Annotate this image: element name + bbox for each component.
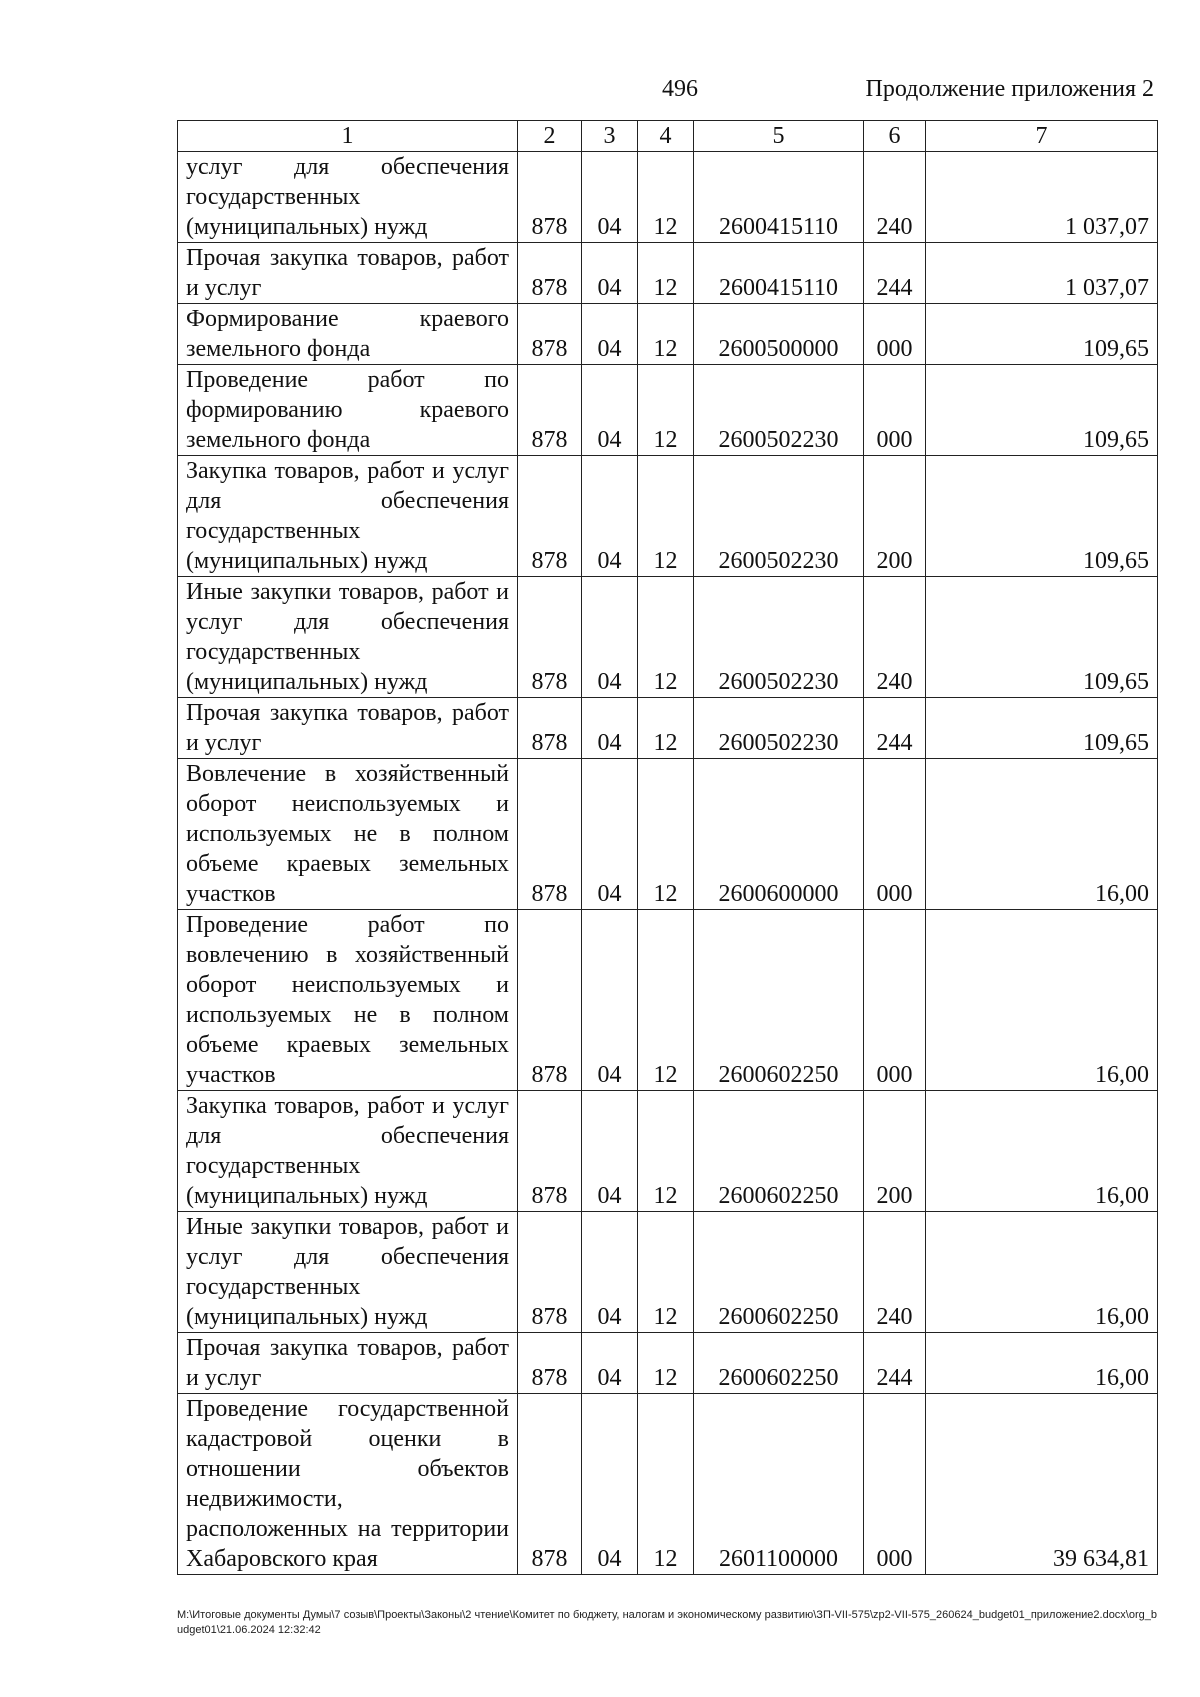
cell-amount: 16,00 <box>926 1212 1158 1333</box>
cell-ministry-code: 878 <box>518 698 582 759</box>
cell-subsection: 12 <box>638 910 694 1091</box>
cell-section: 04 <box>582 456 638 577</box>
column-header: 3 <box>582 121 638 152</box>
table-row <box>178 577 1158 698</box>
cell-ministry-code: 878 <box>518 1212 582 1333</box>
cell-target-article: 2600602250 <box>694 1091 864 1212</box>
continuation-label: Продолжение приложения 2 <box>865 76 1154 102</box>
cell-section: 04 <box>582 304 638 365</box>
cell-expense-type: 240 <box>864 1212 926 1333</box>
cell-ministry-code: 878 <box>518 1091 582 1212</box>
cell-expense-type: 000 <box>864 365 926 456</box>
column-header: 4 <box>638 121 694 152</box>
cell-ministry-code: 878 <box>518 152 582 243</box>
cell-target-article: 2600602250 <box>694 1333 864 1394</box>
cell-expense-type: 244 <box>864 1333 926 1394</box>
cell-amount: 1 037,07 <box>926 152 1158 243</box>
cell-target-article: 2600502230 <box>694 456 864 577</box>
cell-section: 04 <box>582 365 638 456</box>
cell-amount: 16,00 <box>926 759 1158 910</box>
cell-subsection: 12 <box>638 577 694 698</box>
cell-target-article: 2600500000 <box>694 304 864 365</box>
cell-name: Проведение работ по формированию краевого земельного фонда <box>178 365 518 456</box>
cell-expense-type: 000 <box>864 1394 926 1575</box>
cell-amount: 109,65 <box>926 698 1158 759</box>
cell-section: 04 <box>582 1394 638 1575</box>
cell-expense-type: 244 <box>864 243 926 304</box>
cell-amount: 109,65 <box>926 304 1158 365</box>
cell-target-article: 2601100000 <box>694 1394 864 1575</box>
cell-target-article: 2600600000 <box>694 759 864 910</box>
table-row <box>178 365 1158 456</box>
cell-name: Иные закупки товаров, работ и услуг для обеспечения государственных (муниципальных) нужд <box>178 1212 518 1333</box>
cell-name: Иные закупки товаров, работ и услуг для обеспечения государственных (муниципальных) нужд <box>178 577 518 698</box>
cell-name: Формирование краевого земельного фонда <box>178 304 518 365</box>
cell-subsection: 12 <box>638 698 694 759</box>
cell-name: Прочая закупка товаров, работ и услуг <box>178 1333 518 1394</box>
cell-subsection: 12 <box>638 1333 694 1394</box>
cell-subsection: 12 <box>638 456 694 577</box>
cell-name: Закупка товаров, работ и услуг для обеспечения государственных (муниципальных) нужд <box>178 1091 518 1212</box>
column-header: 7 <box>926 121 1158 152</box>
cell-target-article: 2600602250 <box>694 1212 864 1333</box>
cell-amount: 39 634,81 <box>926 1394 1158 1575</box>
cell-name: услуг для обеспечения государственных (муниципальных) нужд <box>178 152 518 243</box>
table-row <box>178 1212 1158 1333</box>
table-row <box>178 304 1158 365</box>
column-header: 5 <box>694 121 864 152</box>
cell-subsection: 12 <box>638 243 694 304</box>
cell-section: 04 <box>582 577 638 698</box>
cell-name: Вовлечение в хозяйственный оборот неиспользуемых и используемых не в полном объеме краевых земельных участков <box>178 759 518 910</box>
cell-amount: 1 037,07 <box>926 243 1158 304</box>
cell-name: Проведение работ по вовлечению в хозяйственный оборот неиспользуемых и используемых не в полном объеме краевых земельных участков <box>178 910 518 1091</box>
cell-amount: 109,65 <box>926 365 1158 456</box>
cell-section: 04 <box>582 698 638 759</box>
cell-target-article: 2600415110 <box>694 152 864 243</box>
cell-section: 04 <box>582 243 638 304</box>
cell-target-article: 2600502230 <box>694 698 864 759</box>
cell-subsection: 12 <box>638 304 694 365</box>
cell-ministry-code: 878 <box>518 1333 582 1394</box>
column-header: 6 <box>864 121 926 152</box>
cell-expense-type: 000 <box>864 910 926 1091</box>
cell-expense-type: 000 <box>864 304 926 365</box>
cell-expense-type: 200 <box>864 456 926 577</box>
cell-name: Прочая закупка товаров, работ и услуг <box>178 698 518 759</box>
cell-ministry-code: 878 <box>518 243 582 304</box>
table-row <box>178 243 1158 304</box>
cell-subsection: 12 <box>638 1394 694 1575</box>
table-row <box>178 910 1158 1091</box>
cell-expense-type: 200 <box>864 1091 926 1212</box>
cell-target-article: 2600602250 <box>694 910 864 1091</box>
cell-target-article: 2600502230 <box>694 365 864 456</box>
cell-target-article: 2600415110 <box>694 243 864 304</box>
table-row <box>178 1394 1158 1575</box>
table-body <box>178 152 1158 1575</box>
cell-expense-type: 240 <box>864 577 926 698</box>
cell-amount: 16,00 <box>926 910 1158 1091</box>
table-row <box>178 1333 1158 1394</box>
cell-section: 04 <box>582 910 638 1091</box>
cell-ministry-code: 878 <box>518 1394 582 1575</box>
cell-section: 04 <box>582 759 638 910</box>
cell-subsection: 12 <box>638 365 694 456</box>
cell-subsection: 12 <box>638 759 694 910</box>
column-header: 2 <box>518 121 582 152</box>
cell-ministry-code: 878 <box>518 456 582 577</box>
table-row <box>178 759 1158 910</box>
cell-expense-type: 244 <box>864 698 926 759</box>
cell-name: Прочая закупка товаров, работ и услуг <box>178 243 518 304</box>
cell-amount: 109,65 <box>926 577 1158 698</box>
cell-ministry-code: 878 <box>518 304 582 365</box>
cell-name: Закупка товаров, работ и услуг для обеспечения государственных (муниципальных) нужд <box>178 456 518 577</box>
budget-table <box>177 120 1158 1575</box>
cell-section: 04 <box>582 1212 638 1333</box>
cell-amount: 16,00 <box>926 1333 1158 1394</box>
table-row <box>178 456 1158 577</box>
cell-amount: 16,00 <box>926 1091 1158 1212</box>
document-path-footer: M:\Итоговые документы Думы\7 созыв\Проекты\Законы\2 чтение\Комитет по бюджету, налогам и экономическому развитию\ЗП-VII-575\zp2-VII-575_260624_budget01_приложение2.docx\org_budget01\21.06.2024 12:32:42 <box>177 1609 1157 1636</box>
cell-subsection: 12 <box>638 1091 694 1212</box>
cell-expense-type: 240 <box>864 152 926 243</box>
table-row <box>178 698 1158 759</box>
table-row <box>178 152 1158 243</box>
cell-ministry-code: 878 <box>518 910 582 1091</box>
cell-section: 04 <box>582 1333 638 1394</box>
cell-section: 04 <box>582 152 638 243</box>
cell-ministry-code: 878 <box>518 577 582 698</box>
page-number: 496 <box>662 76 698 102</box>
column-header: 1 <box>178 121 518 152</box>
table-row <box>178 1091 1158 1212</box>
column-header-row <box>178 121 1158 152</box>
cell-ministry-code: 878 <box>518 365 582 456</box>
cell-expense-type: 000 <box>864 759 926 910</box>
cell-name: Проведение государственной кадастровой оценки в отношении объектов недвижимости, расположенных на территории Хабаровского края <box>178 1394 518 1575</box>
cell-subsection: 12 <box>638 152 694 243</box>
cell-section: 04 <box>582 1091 638 1212</box>
cell-ministry-code: 878 <box>518 759 582 910</box>
cell-amount: 109,65 <box>926 456 1158 577</box>
cell-subsection: 12 <box>638 1212 694 1333</box>
cell-target-article: 2600502230 <box>694 577 864 698</box>
